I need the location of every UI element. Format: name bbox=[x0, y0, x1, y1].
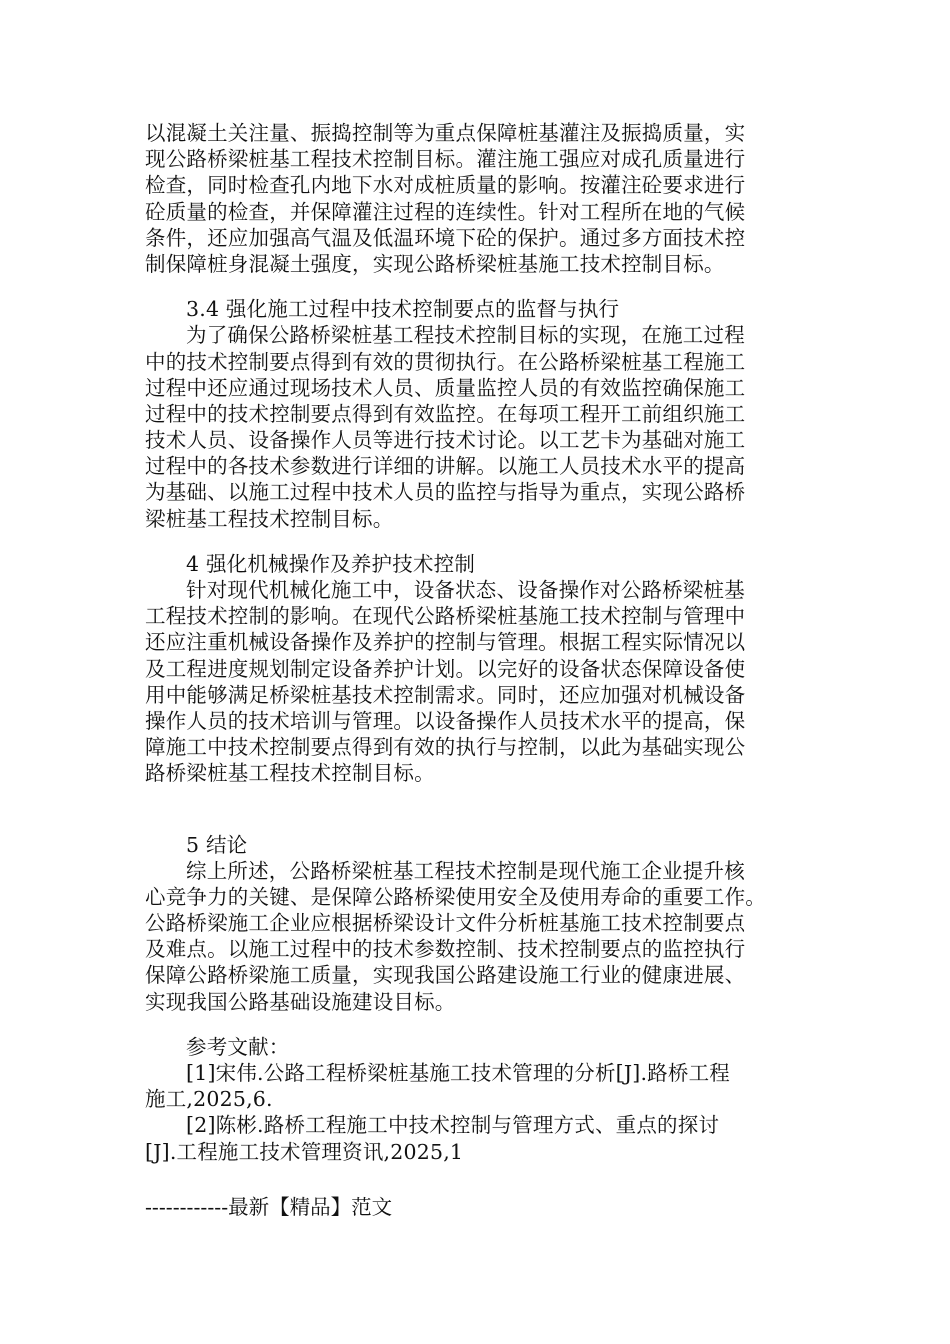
text-line: 过程中的技术控制要点得到有效监控。在每项工程开工前组织施工 bbox=[145, 401, 746, 426]
page-footer: ------------最新【精品】范文 bbox=[145, 1195, 393, 1219]
section-3-4 bbox=[145, 296, 810, 532]
reference-item: [1]宋伟.公路工程桥梁桩基施工技术管理的分析[J].路桥工程 bbox=[186, 1061, 730, 1085]
section-heading: 5 结论 bbox=[186, 832, 248, 857]
paragraph-concrete-pouring bbox=[145, 120, 810, 277]
text-line: 保障公路桥梁施工质量，实现我国公路建设施工行业的健康进展、 bbox=[145, 963, 746, 988]
text-line: 心竞争力的关键、是保障公路桥梁使用安全及使用寿命的重要工作。 bbox=[145, 884, 766, 909]
document-body bbox=[145, 120, 810, 1165]
text-line: 过程中的各技术参数进行详细的讲解。以施工人员技术水平的提高 bbox=[145, 454, 746, 479]
text-line: 工程技术控制的影响。在现代公路桥梁桩基施工技术控制与管理中 bbox=[145, 604, 746, 629]
reference-item: [2]陈彬.路桥工程施工中技术控制与管理方式、重点的探讨 bbox=[186, 1113, 720, 1138]
text-line: 检查，同时检查孔内地下水对成桩质量的影响。按灌注砼要求进行 bbox=[145, 173, 746, 198]
text-line: 及难点。以施工过程中的技术参数控制、技术控制要点的监控执行 bbox=[145, 937, 746, 962]
text-line: 为了确保公路桥梁桩基工程技术控制目标的实现，在施工过程 bbox=[186, 323, 745, 348]
text-line: 用中能够满足桥梁桩基技术控制需求。同时，还应加强对机械设备 bbox=[145, 682, 746, 707]
reference-item-continued: [J].工程施工技术管理资讯,2025,1 bbox=[145, 1139, 464, 1164]
reference-item-continued: 施工,2025,6. bbox=[145, 1087, 273, 1112]
text-line: 过程中还应通过现场技术人员、质量监控人员的有效监控确保施工 bbox=[145, 375, 746, 400]
section-5-conclusion bbox=[145, 832, 810, 1015]
text-line: 砼质量的检查，并保障灌注过程的连续性。针对工程所在地的气候 bbox=[145, 199, 746, 224]
text-line: 制保障桩身混凝土强度，实现公路桥梁桩基施工技术控制目标。 bbox=[145, 251, 725, 276]
text-line: 还应注重机械设备操作及养护的控制与管理。根据工程实际情况以 bbox=[145, 630, 746, 655]
text-line: 障施工中技术控制要点得到有效的执行与控制，以此为基础实现公 bbox=[145, 735, 746, 760]
section-heading: 3.4 强化施工过程中技术控制要点的监督与执行 bbox=[186, 297, 620, 322]
references bbox=[145, 1034, 810, 1165]
text-line: 实现我国公路基础设施建设目标。 bbox=[145, 989, 456, 1014]
text-line: 条件，还应加强高气温及低温环境下砼的保护。通过多方面技术控 bbox=[145, 225, 746, 250]
text-line: 梁桩基工程技术控制目标。 bbox=[145, 506, 394, 531]
text-line: 现公路桥梁桩基工程技术控制目标。灌注施工强应对成孔质量进行 bbox=[145, 147, 746, 172]
section-4 bbox=[145, 551, 810, 787]
text-line: 为基础、以施工过程中技术人员的监控与指导为重点，实现公路桥 bbox=[145, 480, 746, 505]
text-line: 综上所述，公路桥梁桩基工程技术控制是现代施工企业提升核 bbox=[186, 858, 745, 883]
text-line: 及工程进度规划制定设备养护计划。以完好的设备状态保障设备使 bbox=[145, 656, 746, 681]
references-heading: 参考文献： bbox=[186, 1034, 290, 1059]
text-line: 公路桥梁施工企业应根据桥梁设计文件分析桩基施工技术控制要点 bbox=[145, 911, 746, 936]
text-line: 以混凝土关注量、振捣控制等为重点保障桩基灌注及振捣质量，实 bbox=[145, 121, 746, 145]
text-line: 技术人员、设备操作人员等进行技术讨论。以工艺卡为基础对施工 bbox=[145, 428, 746, 453]
text-line: 操作人员的技术培训与管理。以设备操作人员技术水平的提高，保 bbox=[145, 708, 746, 733]
text-line: 路桥梁桩基工程技术控制目标。 bbox=[145, 761, 435, 786]
text-line: 中的技术控制要点得到有效的贯彻执行。在公路桥梁桩基工程施工 bbox=[145, 349, 746, 374]
text-line: 针对现代机械化施工中，设备状态、设备操作对公路桥梁桩基 bbox=[186, 578, 745, 602]
section-heading: 4 强化机械操作及养护技术控制 bbox=[186, 551, 476, 576]
